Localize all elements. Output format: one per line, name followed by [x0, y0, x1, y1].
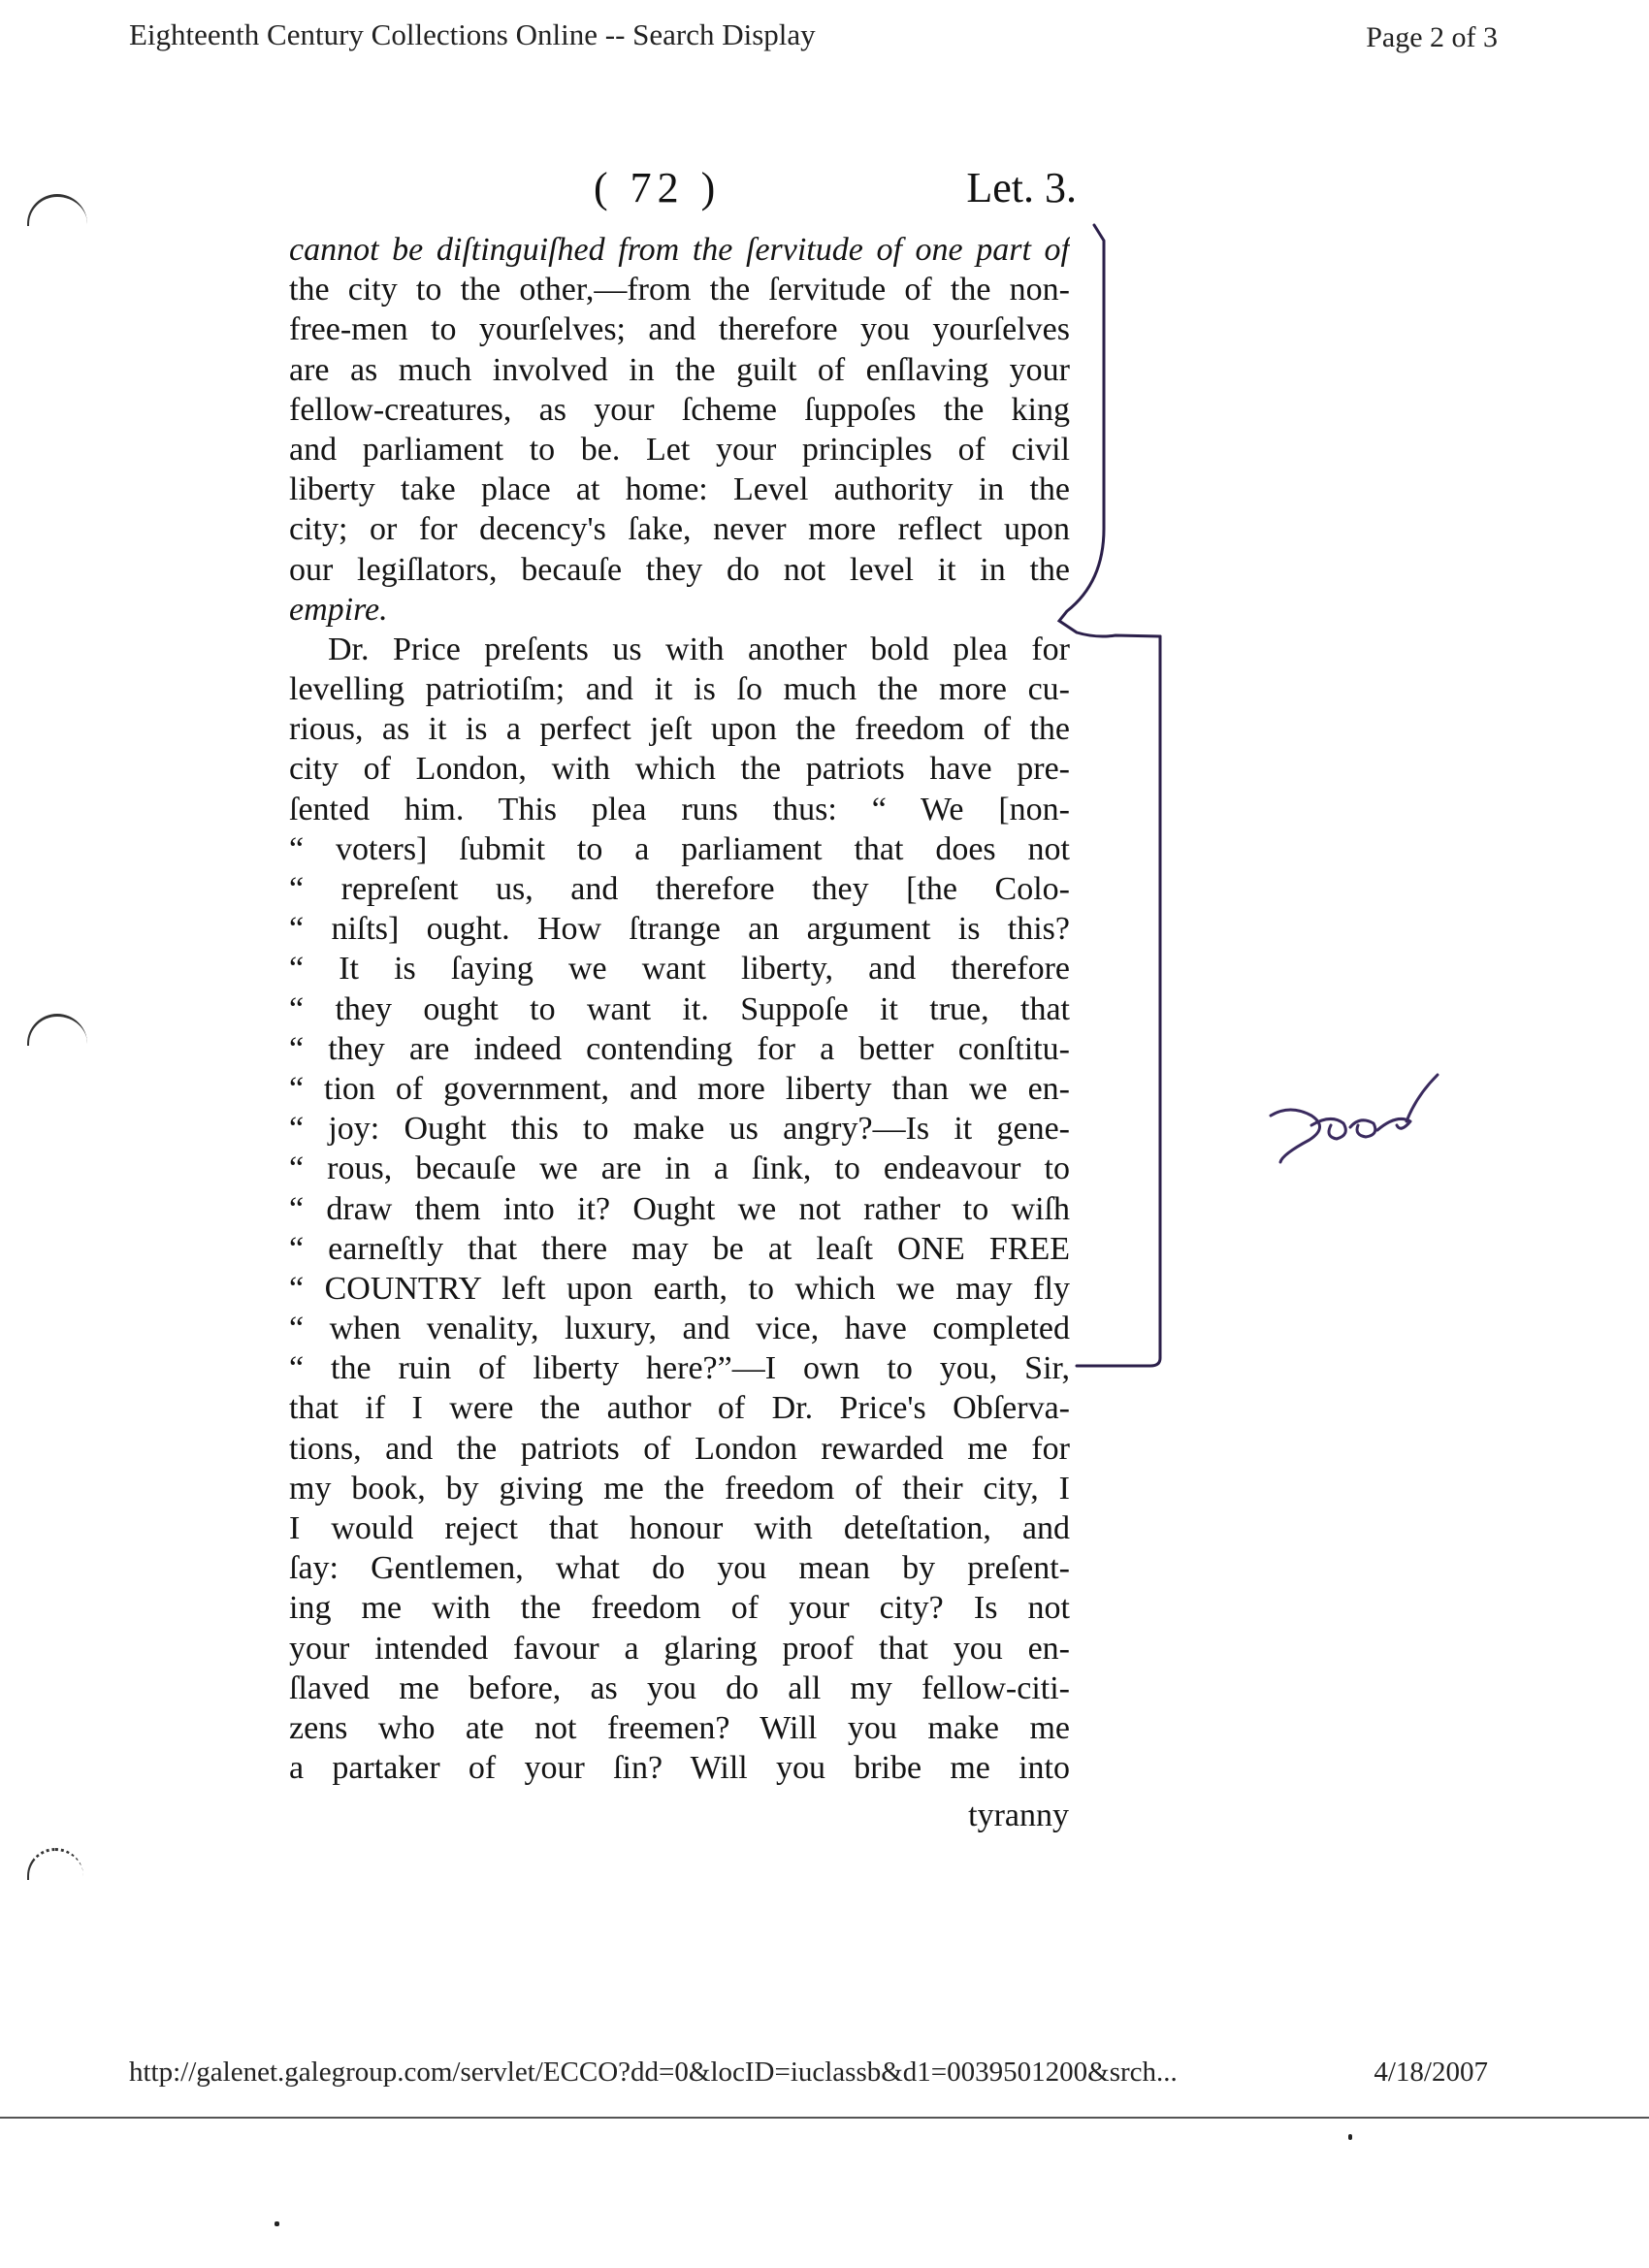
- text-line: “ they ought to want it. Suppoſe it true, that: [289, 990, 1070, 1027]
- text-line: “ niſts] ought. How ſtrange an argument is this?: [289, 911, 1070, 948]
- text-line: are as much involved in the guilt of enſlaving your: [289, 351, 1070, 388]
- text-line: “ the ruin of liberty here?”—I own to you, Sir,: [289, 1350, 1070, 1387]
- text-line: “ voters] ſubmit to a parliament that does not: [289, 830, 1070, 867]
- text-line: my book, by giving me the freedom of their city, I: [289, 1470, 1070, 1507]
- text-line: rious, as it is a perfect jeſt upon the freedom of the: [289, 711, 1070, 748]
- text-line: liberty take place at home: Level authority in the: [289, 471, 1070, 508]
- footer-rule: [0, 2117, 1649, 2119]
- text-line: “ COUNTRY left upon earth, to which we may fly: [289, 1270, 1070, 1307]
- footer-url: http://galenet.galegroup.com/servlet/ECCO?dd=0&locID=iuclassb&d1=0039501200&srch...: [129, 2057, 1178, 2088]
- text-line: “ they are indeed contending for a better conſtitu-: [289, 1030, 1070, 1067]
- bracket-lower: [1077, 636, 1160, 1366]
- text-line: “ when venality, luxury, and vice, have completed: [289, 1311, 1070, 1347]
- text-line: zens who ate not freemen? Will you make me: [289, 1709, 1070, 1746]
- text-line: city; or for decency's ſake, never more reflect upon: [289, 511, 1070, 548]
- text-line: cannot be diſtinguiſhed from the ſervitude of one part of: [289, 232, 1070, 268]
- text-line: your intended favour a glaring proof that you en-: [289, 1630, 1070, 1667]
- text-line: our legiſlators, becauſe they do not level it in the: [289, 551, 1070, 588]
- browser-header-title: Eighteenth Century Collections Online -- Search Display: [129, 17, 816, 51]
- text-line: “ joy: Ought this to make us angry?—Is it gene-: [289, 1111, 1070, 1148]
- scan-speck: [1348, 2134, 1352, 2140]
- text-line: ſlaved me before, as you do all my fellow-citi-: [289, 1669, 1070, 1706]
- good-annotation-icon: [1271, 1075, 1438, 1162]
- text-line: “ tion of government, and more liberty than we en-: [289, 1070, 1070, 1107]
- scan-speck: [275, 2221, 279, 2226]
- text-line: Dr. Price preſents us with another bold plea for: [328, 631, 1070, 667]
- footer-date: 4/18/2007: [1374, 2057, 1488, 2088]
- text-line: “ It is ſaying we want liberty, and therefore: [289, 951, 1070, 988]
- catchword: tyranny: [968, 1798, 1069, 1833]
- text-line: free-men to yourſelves; and therefore you yourſelves: [289, 311, 1070, 348]
- page-indicator: Page 2 of 3: [1366, 21, 1498, 53]
- page-number: ( 72 ): [594, 164, 722, 211]
- text-line: ſay: Gentlemen, what do you mean by preſent-: [289, 1550, 1070, 1587]
- text-line: a partaker of your ſin? Will you bribe me into: [289, 1750, 1070, 1787]
- text-line: empire.: [289, 591, 388, 628]
- text-line: “ earneſtly that there may be at leaſt ONE FREE: [289, 1230, 1070, 1267]
- text-line: levelling patriotiſm; and it is ſo much the more cu-: [289, 671, 1070, 708]
- text-line: I would reject that honour with deteſtation, and: [289, 1510, 1070, 1546]
- letter-number: Let. 3.: [966, 164, 1077, 211]
- text-line: “ rous, becauſe we are in a ſink, to endeavour to: [289, 1150, 1070, 1187]
- text-line: fellow-creatures, as your ſcheme ſuppoſes the king: [289, 391, 1070, 428]
- text-line: the city to the other,—from the ſervitude of the non-: [289, 272, 1070, 308]
- text-line: ſented him. This plea runs thus: “ We [non-: [289, 791, 1070, 827]
- text-line: ing me with the freedom of your city? Is not: [289, 1590, 1070, 1627]
- bracket-upper: [1059, 225, 1160, 636]
- text-line: that if I were the author of Dr. Price's Obſerva-: [289, 1390, 1070, 1427]
- text-line: “ repreſent us, and therefore they [the Colo-: [289, 871, 1070, 907]
- text-line: and parliament to be. Let your principles of civil: [289, 431, 1070, 468]
- text-line: “ draw them into it? Ought we not rather to wiſh: [289, 1190, 1070, 1227]
- text-line: tions, and the patriots of London rewarded me for: [289, 1430, 1070, 1467]
- text-line: city of London, with which the patriots have pre-: [289, 751, 1070, 788]
